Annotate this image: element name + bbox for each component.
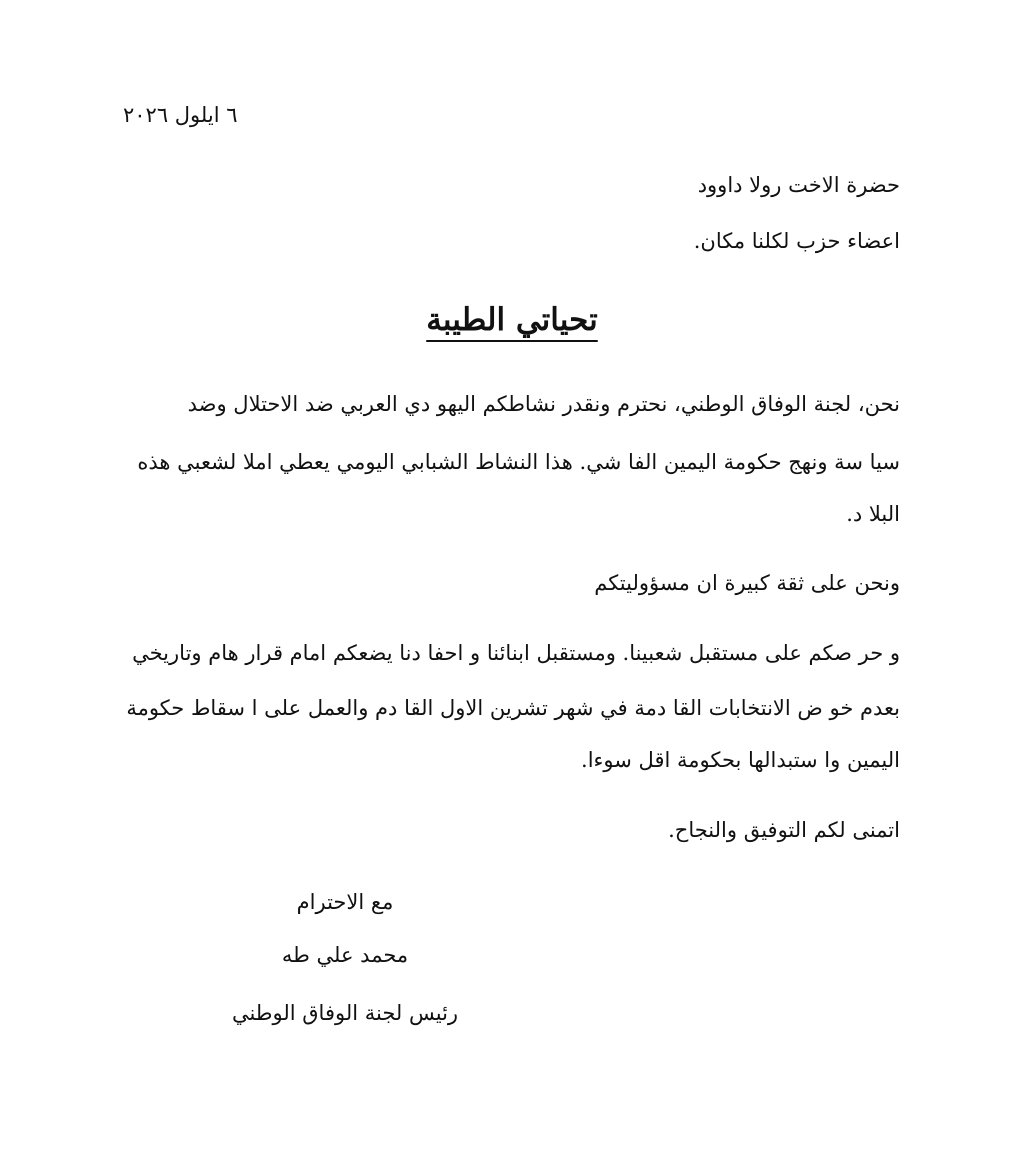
- body-paragraph-1-line-3: البلا د.: [846, 502, 900, 526]
- recipient-affiliation: اعضاء حزب لكلنا مكان.: [693, 229, 900, 253]
- body-paragraph-3-line-2: بعدم خو ض الانتخابات القا دمة في شهر تشرين الاول القا دم والعمل على ا سقاط حكومة: [126, 696, 900, 720]
- body-paragraph-3-line-3: اليمين وا ستبدالها بحكومة اقل سوءا.: [581, 748, 900, 772]
- body-paragraph-2-line-1: ونحن على ثقة كبيرة ان مسؤوليتكم: [594, 571, 900, 595]
- body-paragraph-4-line-1: اتمنى لكم التوفيق والنجاح.: [668, 818, 900, 842]
- closing-salutation: مع الاحترام: [296, 890, 394, 914]
- signatory-title: رئيس لجنة الوفاق الوطني: [231, 1001, 459, 1025]
- letter-title: [0, 298, 1024, 342]
- letter-date: ٦ ايلول ٢٠٢٦: [123, 103, 238, 127]
- body-paragraph-1-line-1: نحن، لجنة الوفاق الوطني، نحترم ونقدر نشاطكم اليهو دي العربي ضد الاحتلال وضد: [187, 392, 900, 416]
- recipient-name: حضرة الاخت رولا داوود: [697, 173, 900, 197]
- signatory-name: محمد علي طه: [281, 943, 409, 967]
- body-paragraph-1-line-2: سيا سة ونهج حكومة اليمين الفا شي. هذا النشاط الشبابي اليومي يعطي املا لشعبي هذه: [137, 450, 900, 474]
- body-paragraph-3-line-1: و حر صكم على مستقبل شعبينا. ومستقبل ابنائنا و احفا دنا يضعكم امام قرار هام وتاريخي: [132, 641, 900, 665]
- letter-title-text: تحياتي الطيبة: [426, 302, 598, 338]
